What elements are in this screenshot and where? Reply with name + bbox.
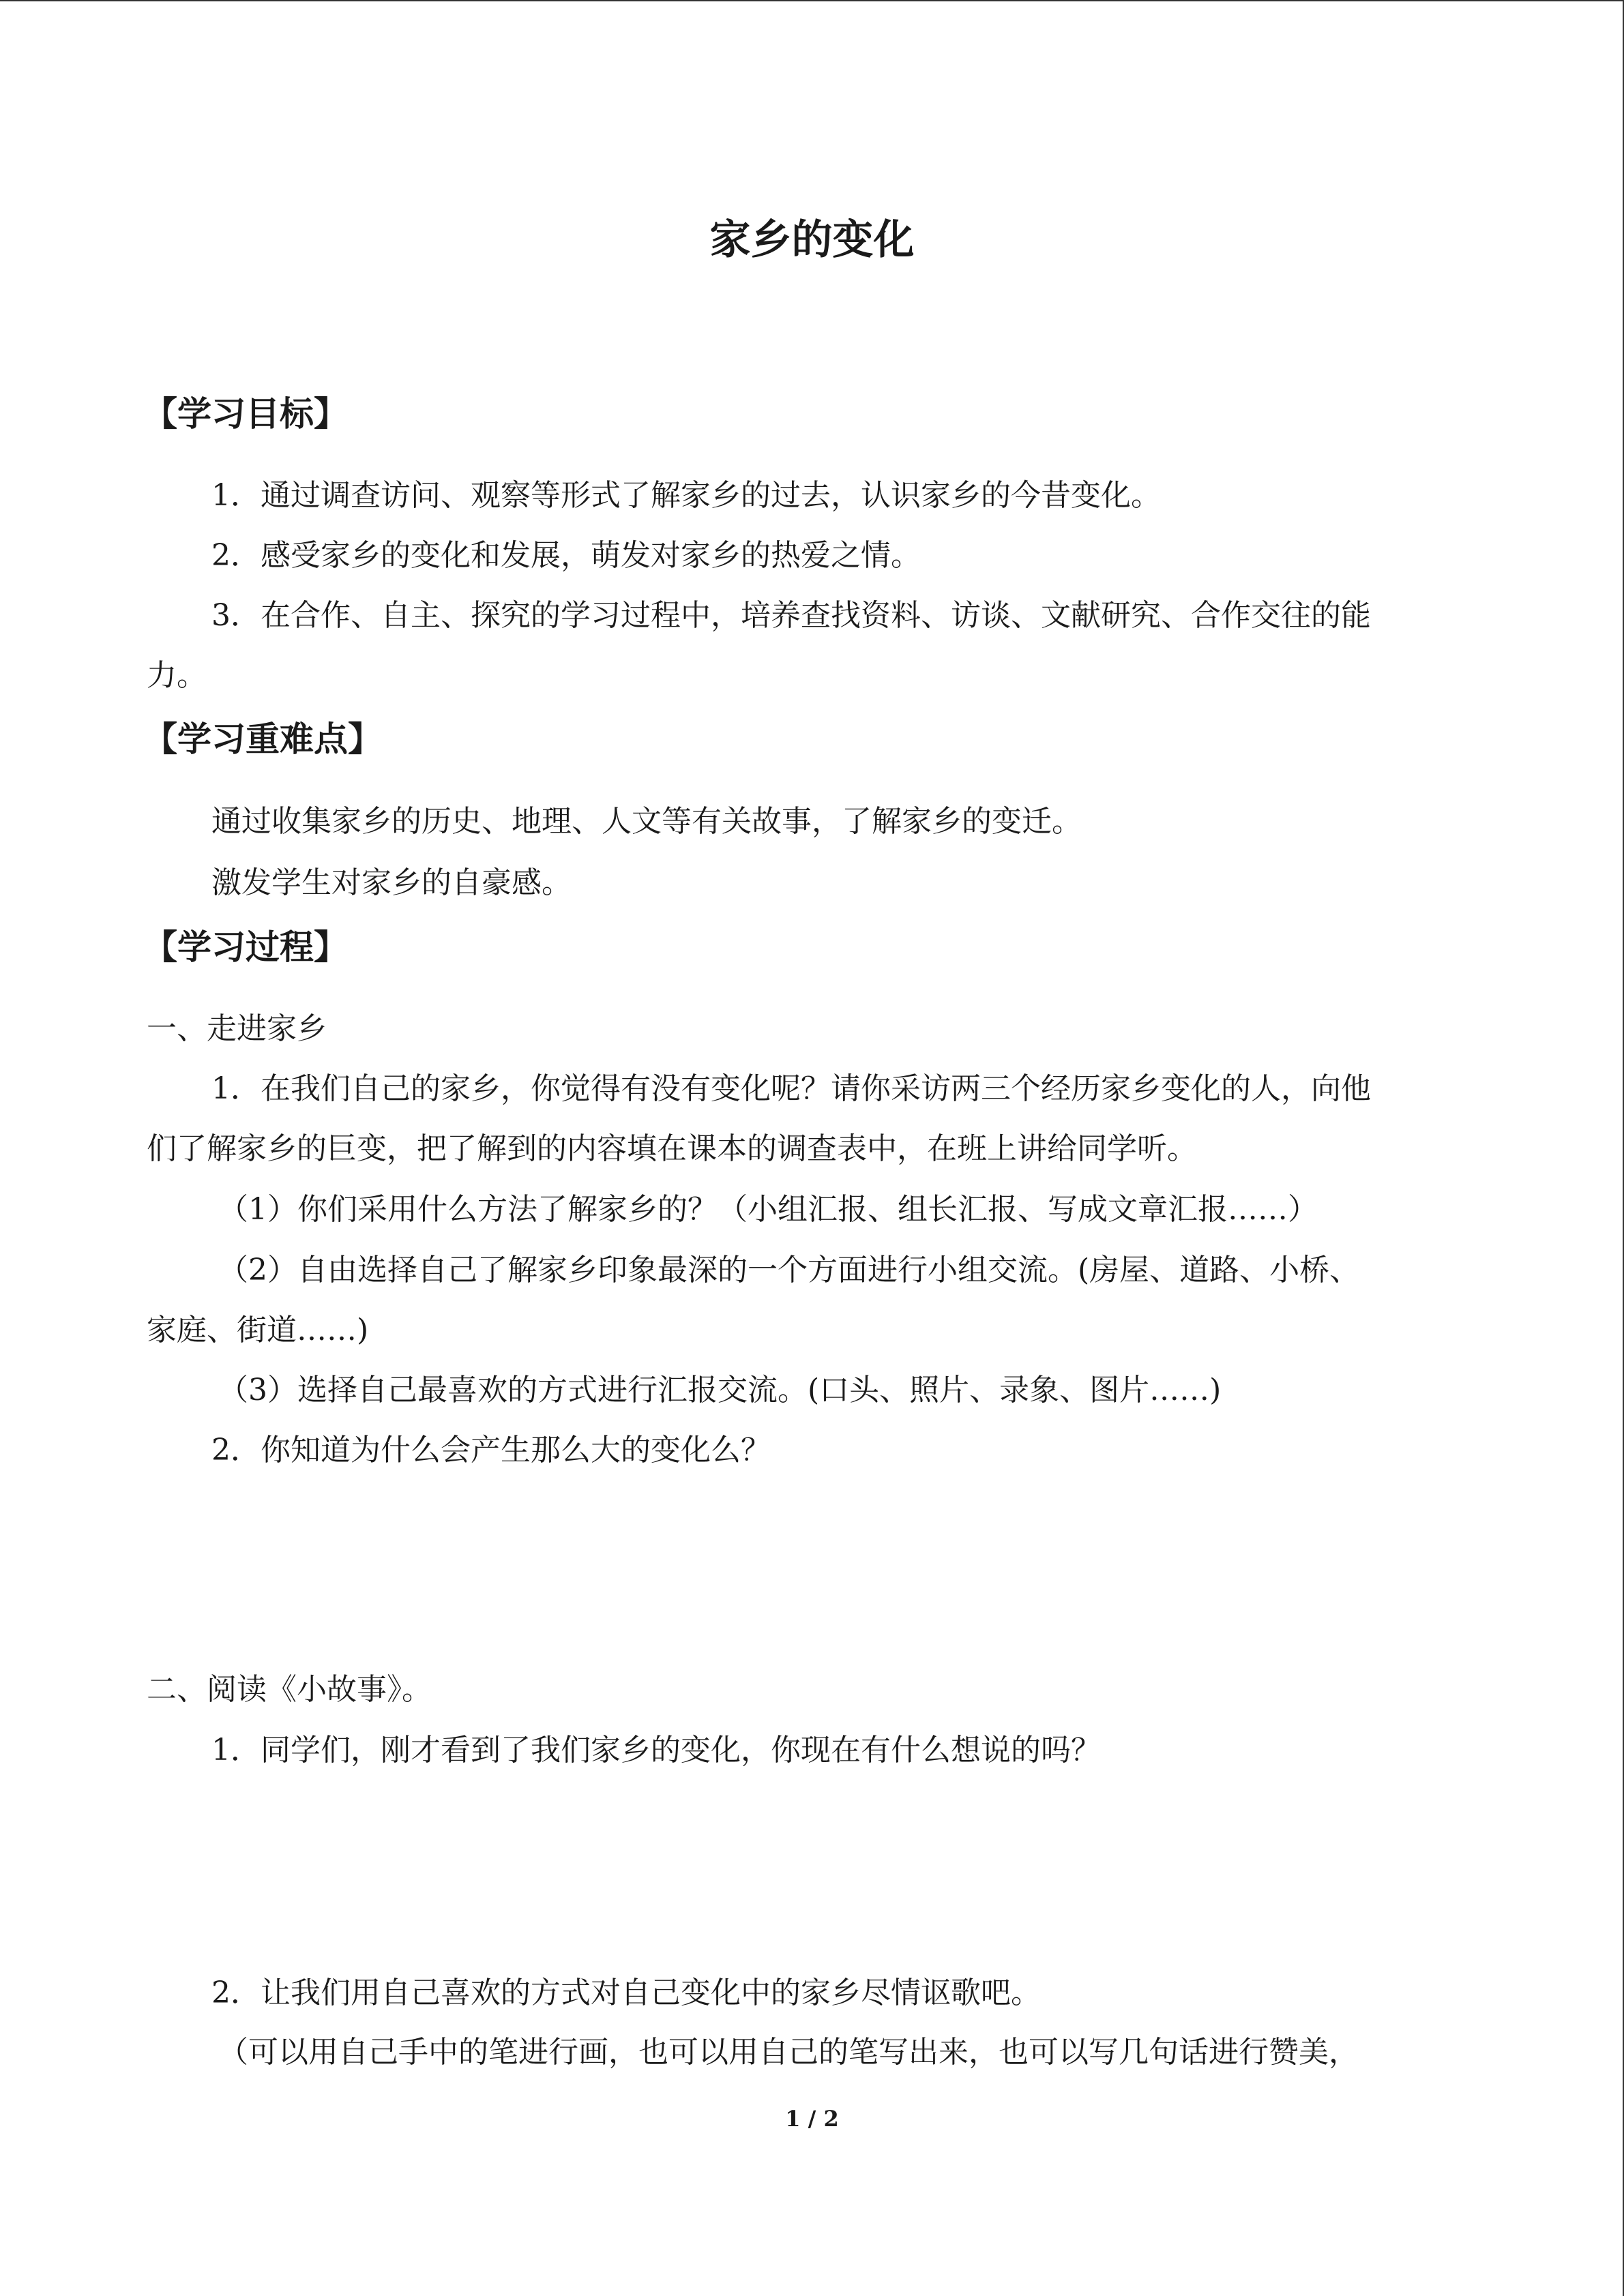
objectives-heading: 【学习目标】 [143, 394, 348, 434]
process-heading: 【学习过程】 [143, 927, 348, 967]
part1-subquestion-2-continuation: 家庭、街道……) [147, 1313, 369, 1347]
part1-subquestion-2: （2）自由选择自己了解家乡印象最深的一个方面进行小组交流。(房屋、道路、小桥、 [218, 1253, 1360, 1287]
part1-subquestion-1: （1）你们采用什么方法了解家乡的？（小组汇报、组长汇报、写成文章汇报……） [218, 1192, 1318, 1227]
part1-question-1: 1．在我们自己的家乡，你觉得有没有变化呢？请你采访两三个经历家乡变化的人，向他 [211, 1071, 1371, 1106]
part2-note: （可以用自己手中的笔进行画，也可以用自己的笔写出来，也可以写几句话进行赞美， [218, 2035, 1359, 2070]
key-point-item: 通过收集家乡的历史、地理、人文等有关故事，了解家乡的变迁。 [211, 804, 1082, 839]
part1-question-2: 2．你知道为什么会产生那么大的变化么？ [211, 1433, 771, 1467]
page-number: 1 / 2 [785, 2106, 839, 2132]
part1-subquestion-3: （3）选择自己最喜欢的方式进行汇报交流。(口头、照片、录象、图片……) [218, 1373, 1222, 1407]
objective-item-continuation: 力。 [147, 658, 207, 693]
part2-question-1: 1．同学们，刚才看到了我们家乡的变化，你现在有什么想说的吗？ [211, 1733, 1101, 1768]
part1-title: 一、走进家乡 [147, 1011, 327, 1046]
part2-question-2: 2．让我们用自己喜欢的方式对自己变化中的家乡尽情讴歌吧。 [211, 1976, 1041, 2010]
objective-item: 2．感受家乡的变化和发展，萌发对家乡的热爱之情。 [211, 538, 921, 573]
objective-item: 1．通过调查访问、观察等形式了解家乡的过去，认识家乡的今昔变化。 [211, 478, 1161, 513]
part1-question-1-continuation: 们了解家乡的巨变，把了解到的内容填在课本的调查表中，在班上讲给同学听。 [147, 1131, 1197, 1166]
part2-title: 二、阅读《小故事》。 [147, 1672, 432, 1707]
page-title: 家乡的变化 [709, 216, 915, 264]
objective-item: 3．在合作、自主、探究的学习过程中，培养查找资料、访谈、文献研究、合作交往的能 [211, 598, 1371, 633]
key-point-item: 激发学生对家乡的自豪感。 [211, 865, 572, 900]
key-points-heading: 【学习重难点】 [143, 719, 382, 759]
